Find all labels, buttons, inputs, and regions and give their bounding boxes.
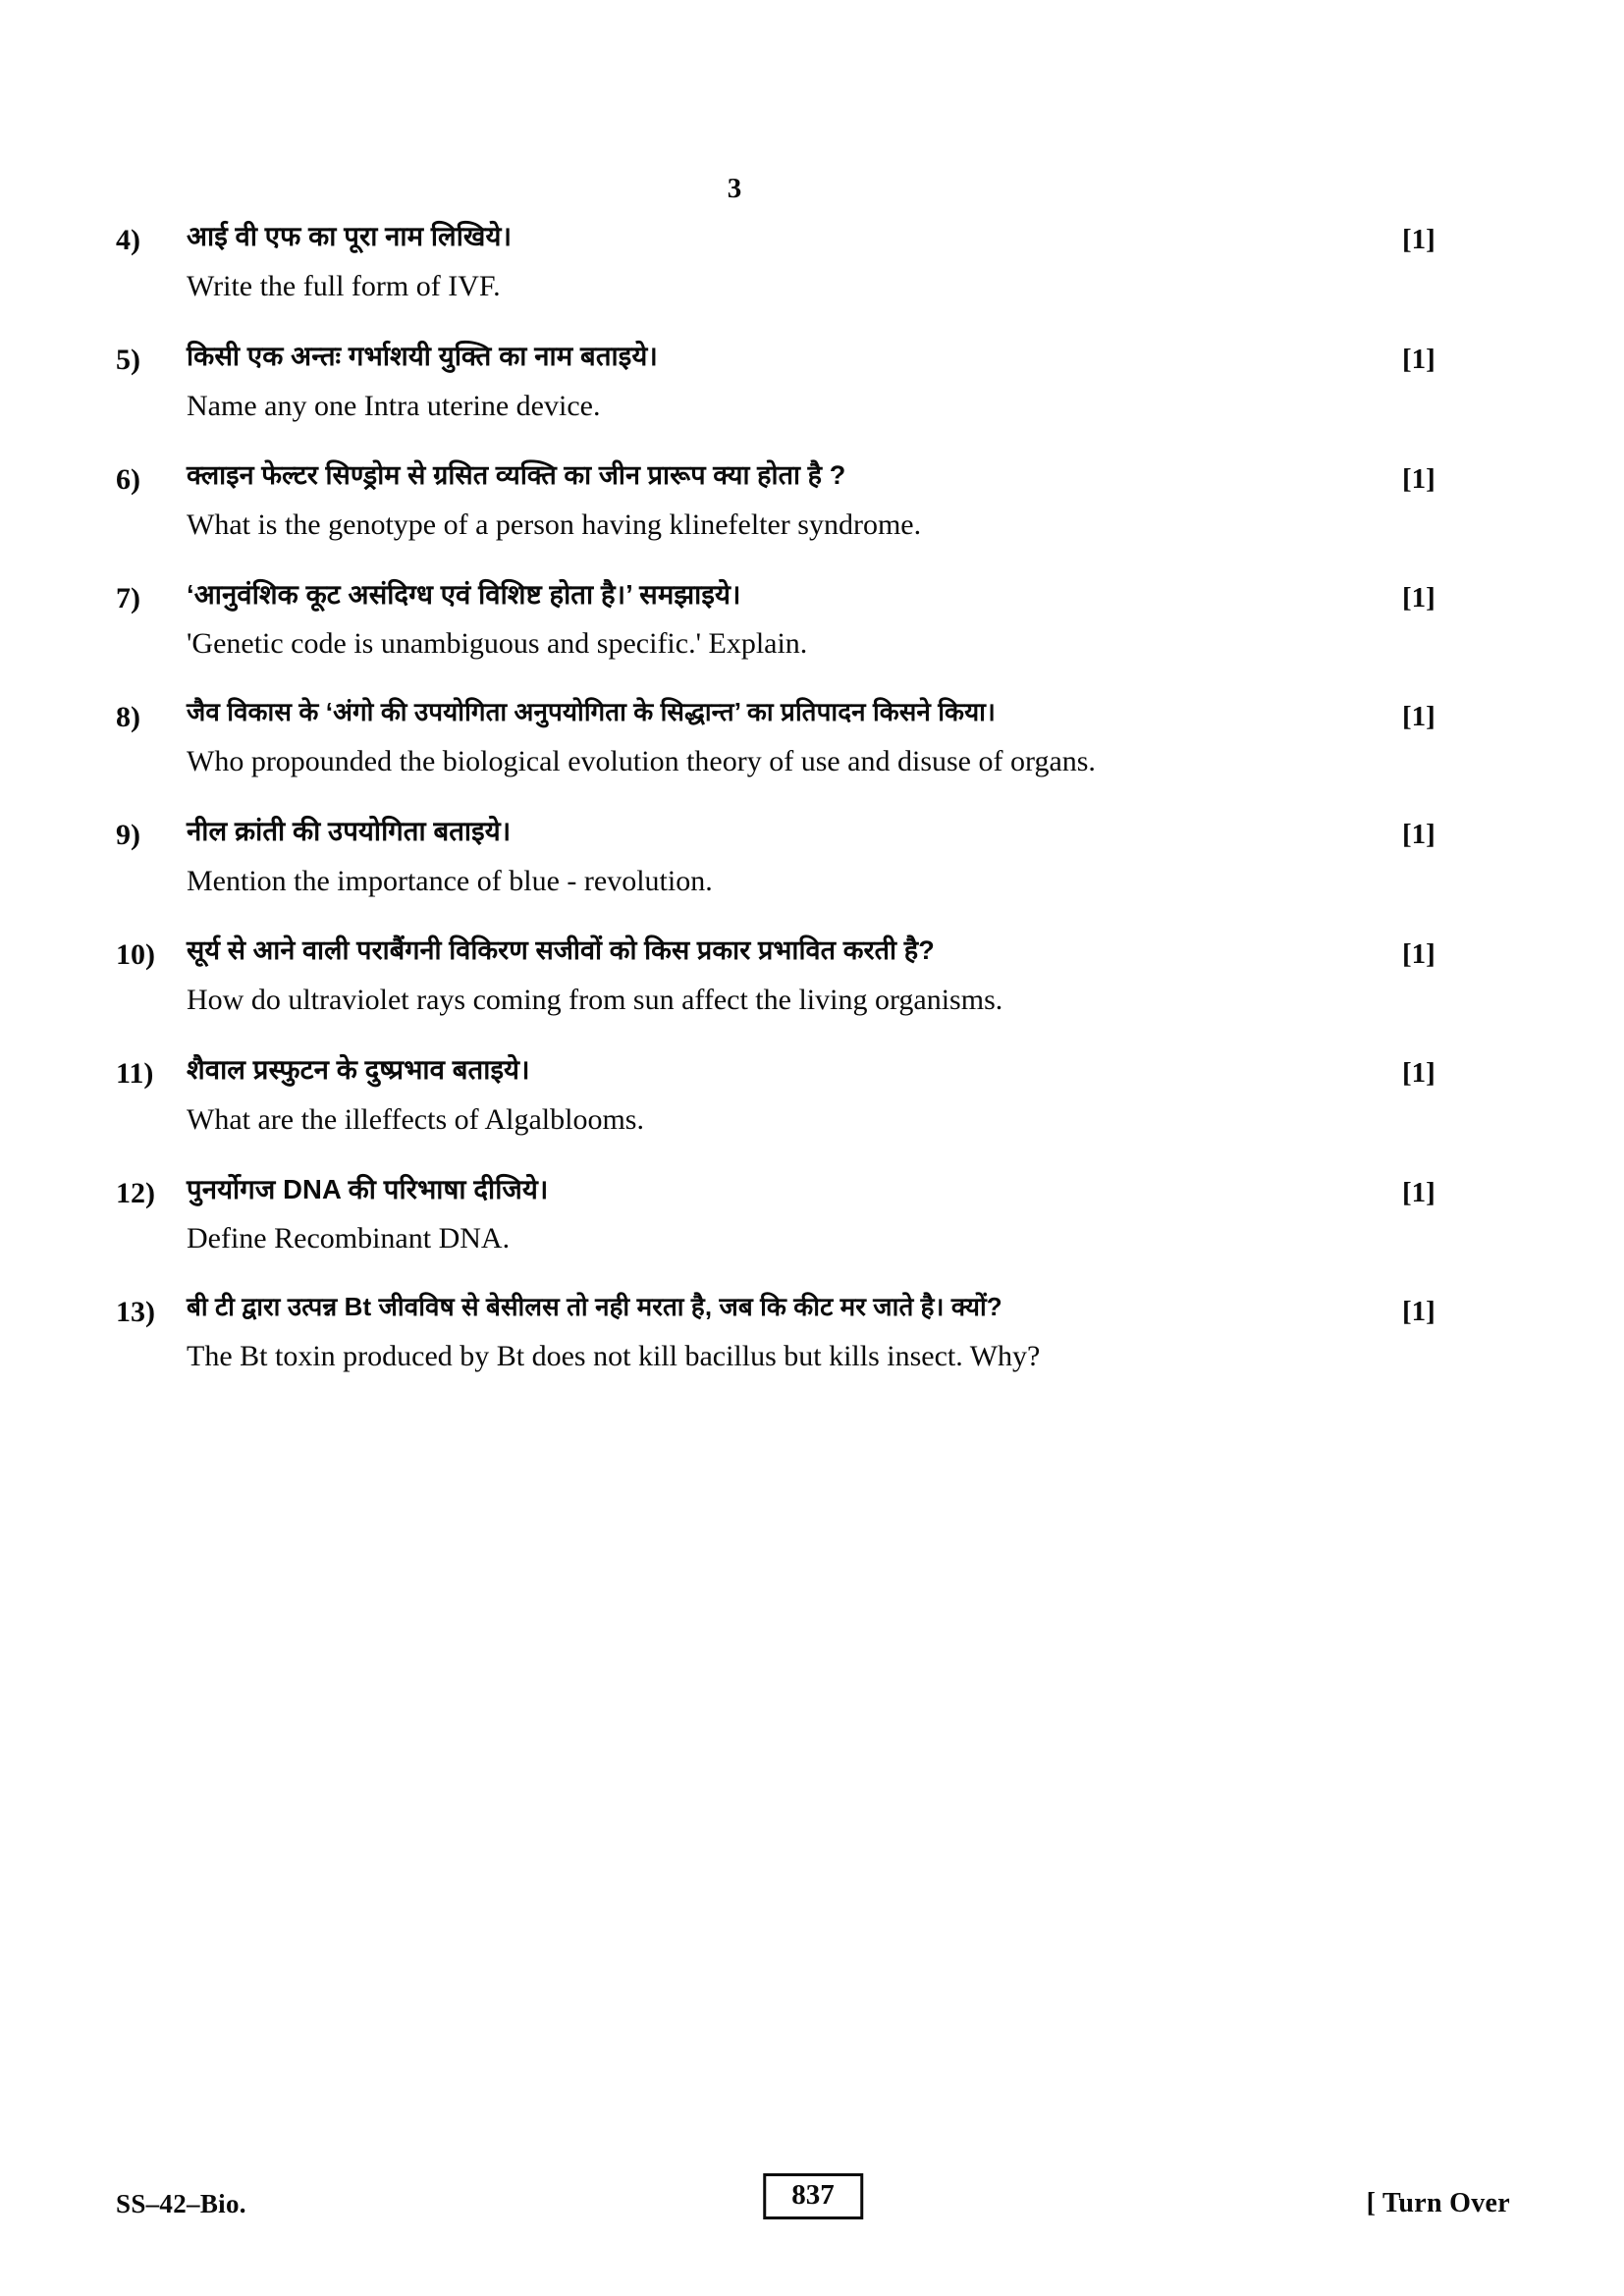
question-text-hindi: शैवाल प्रस्फुटन के दुष्प्रभाव बताइये।	[187, 1053, 530, 1085]
turn-over-label: [ Turn Over	[1366, 2188, 1510, 2218]
question-text-english: The Bt toxin produced by Bt does not kill bacillus but kills insect. Why?	[187, 1340, 1041, 1373]
question-text-english: What are the illeffects of Algalblooms.	[187, 1102, 644, 1136]
question-text-english: Name any one Intra uterine device.	[187, 389, 601, 422]
question-item	[116, 1052, 1490, 1139]
question-number: 8)	[116, 701, 140, 734]
question-item	[116, 696, 1490, 780]
question-text-hindi: किसी एक अन्तः गर्भाशयी युक्ति का नाम बताइये।	[187, 340, 658, 371]
question-marks: [1]	[1402, 819, 1435, 851]
question-marks: [1]	[1402, 343, 1435, 375]
question-text-hindi: नील क्रांती की उपयोगिता बताइये।	[187, 816, 512, 847]
question-list	[116, 173, 1490, 1409]
question-number: 12)	[116, 1176, 155, 1209]
question-item	[116, 219, 1490, 305]
question-text-hindi: ‘आनुवंशिक कूट असंदिग्ध एवं विशिष्ट होता है।’ समझाइये।	[187, 578, 741, 610]
question-text-hindi: क्लाइन फेल्टर सिण्ड्रोम से ग्रसित व्यक्ति का जीन प्रारूप क्या होता है ?	[187, 459, 846, 490]
question-item	[116, 934, 1490, 1019]
question-number: 13)	[116, 1296, 155, 1329]
page-number: 3	[727, 173, 742, 204]
question-number: 10)	[116, 937, 155, 971]
question-item	[116, 1172, 1490, 1258]
question-marks: [1]	[1402, 1056, 1435, 1089]
question-marks: [1]	[1402, 462, 1435, 495]
question-text-hindi: बी टी द्वारा उत्पन्न Bt जीवविष से बेसीलस तो नही मरता है, जब कि कीट मर जाते है। क्यों?	[187, 1292, 1002, 1322]
question-marks: [1]	[1402, 1296, 1435, 1328]
question-item	[116, 814, 1490, 900]
question-text-hindi: पुनर्योगज DNA की परिभाषा दीजिये।	[187, 1173, 549, 1204]
question-text-english: How do ultraviolet rays coming from sun affect the living organisms.	[187, 983, 1003, 1016]
question-marks: [1]	[1402, 1176, 1435, 1208]
question-number: 11)	[116, 1056, 154, 1090]
question-text-english: 'Genetic code is unambiguous and specific.' Explain.	[187, 627, 808, 661]
question-text-english: Write the full form of IVF.	[187, 269, 501, 302]
question-text-hindi: आई वी एफ का पूरा नाम लिखिये।	[187, 221, 513, 251]
page-footer	[116, 2178, 1510, 2219]
question-text-hindi: जैव विकास के ‘अंगो की उपयोगिता अनुपयोगिता के सिद्धान्त’ का प्रतिपादन किसने किया।	[187, 697, 996, 727]
question-marks: [1]	[1402, 581, 1435, 614]
question-text-english: What is the genotype of a person having klinefelter syndrome.	[187, 507, 922, 541]
question-number: 5)	[116, 343, 140, 376]
question-number: 7)	[116, 581, 140, 614]
question-text-english: Define Recombinant DNA.	[187, 1222, 511, 1255]
paper-code: SS–42–Bio.	[116, 2188, 246, 2218]
booklet-code: 837	[763, 2173, 863, 2219]
question-number: 6)	[116, 462, 140, 496]
booklet-code-box	[763, 2173, 863, 2219]
question-text-english: Mention the importance of blue - revolution.	[187, 864, 713, 897]
question-marks: [1]	[1402, 701, 1435, 733]
question-marks: [1]	[1402, 224, 1435, 255]
question-text-english: Who propounded the biological evolution theory of use and disuse of organs.	[187, 745, 1096, 778]
question-item	[116, 1291, 1490, 1375]
question-item	[116, 339, 1490, 425]
question-marks: [1]	[1402, 937, 1435, 970]
question-text-hindi: सूर्य से आने वाली पराबैंगनी विकिरण सजीवों को किस प्रकार प्रभावित करती है?	[187, 934, 935, 965]
question-number: 4)	[116, 224, 140, 256]
question-item	[116, 458, 1490, 544]
question-item	[116, 577, 1490, 664]
question-number: 9)	[116, 819, 140, 852]
